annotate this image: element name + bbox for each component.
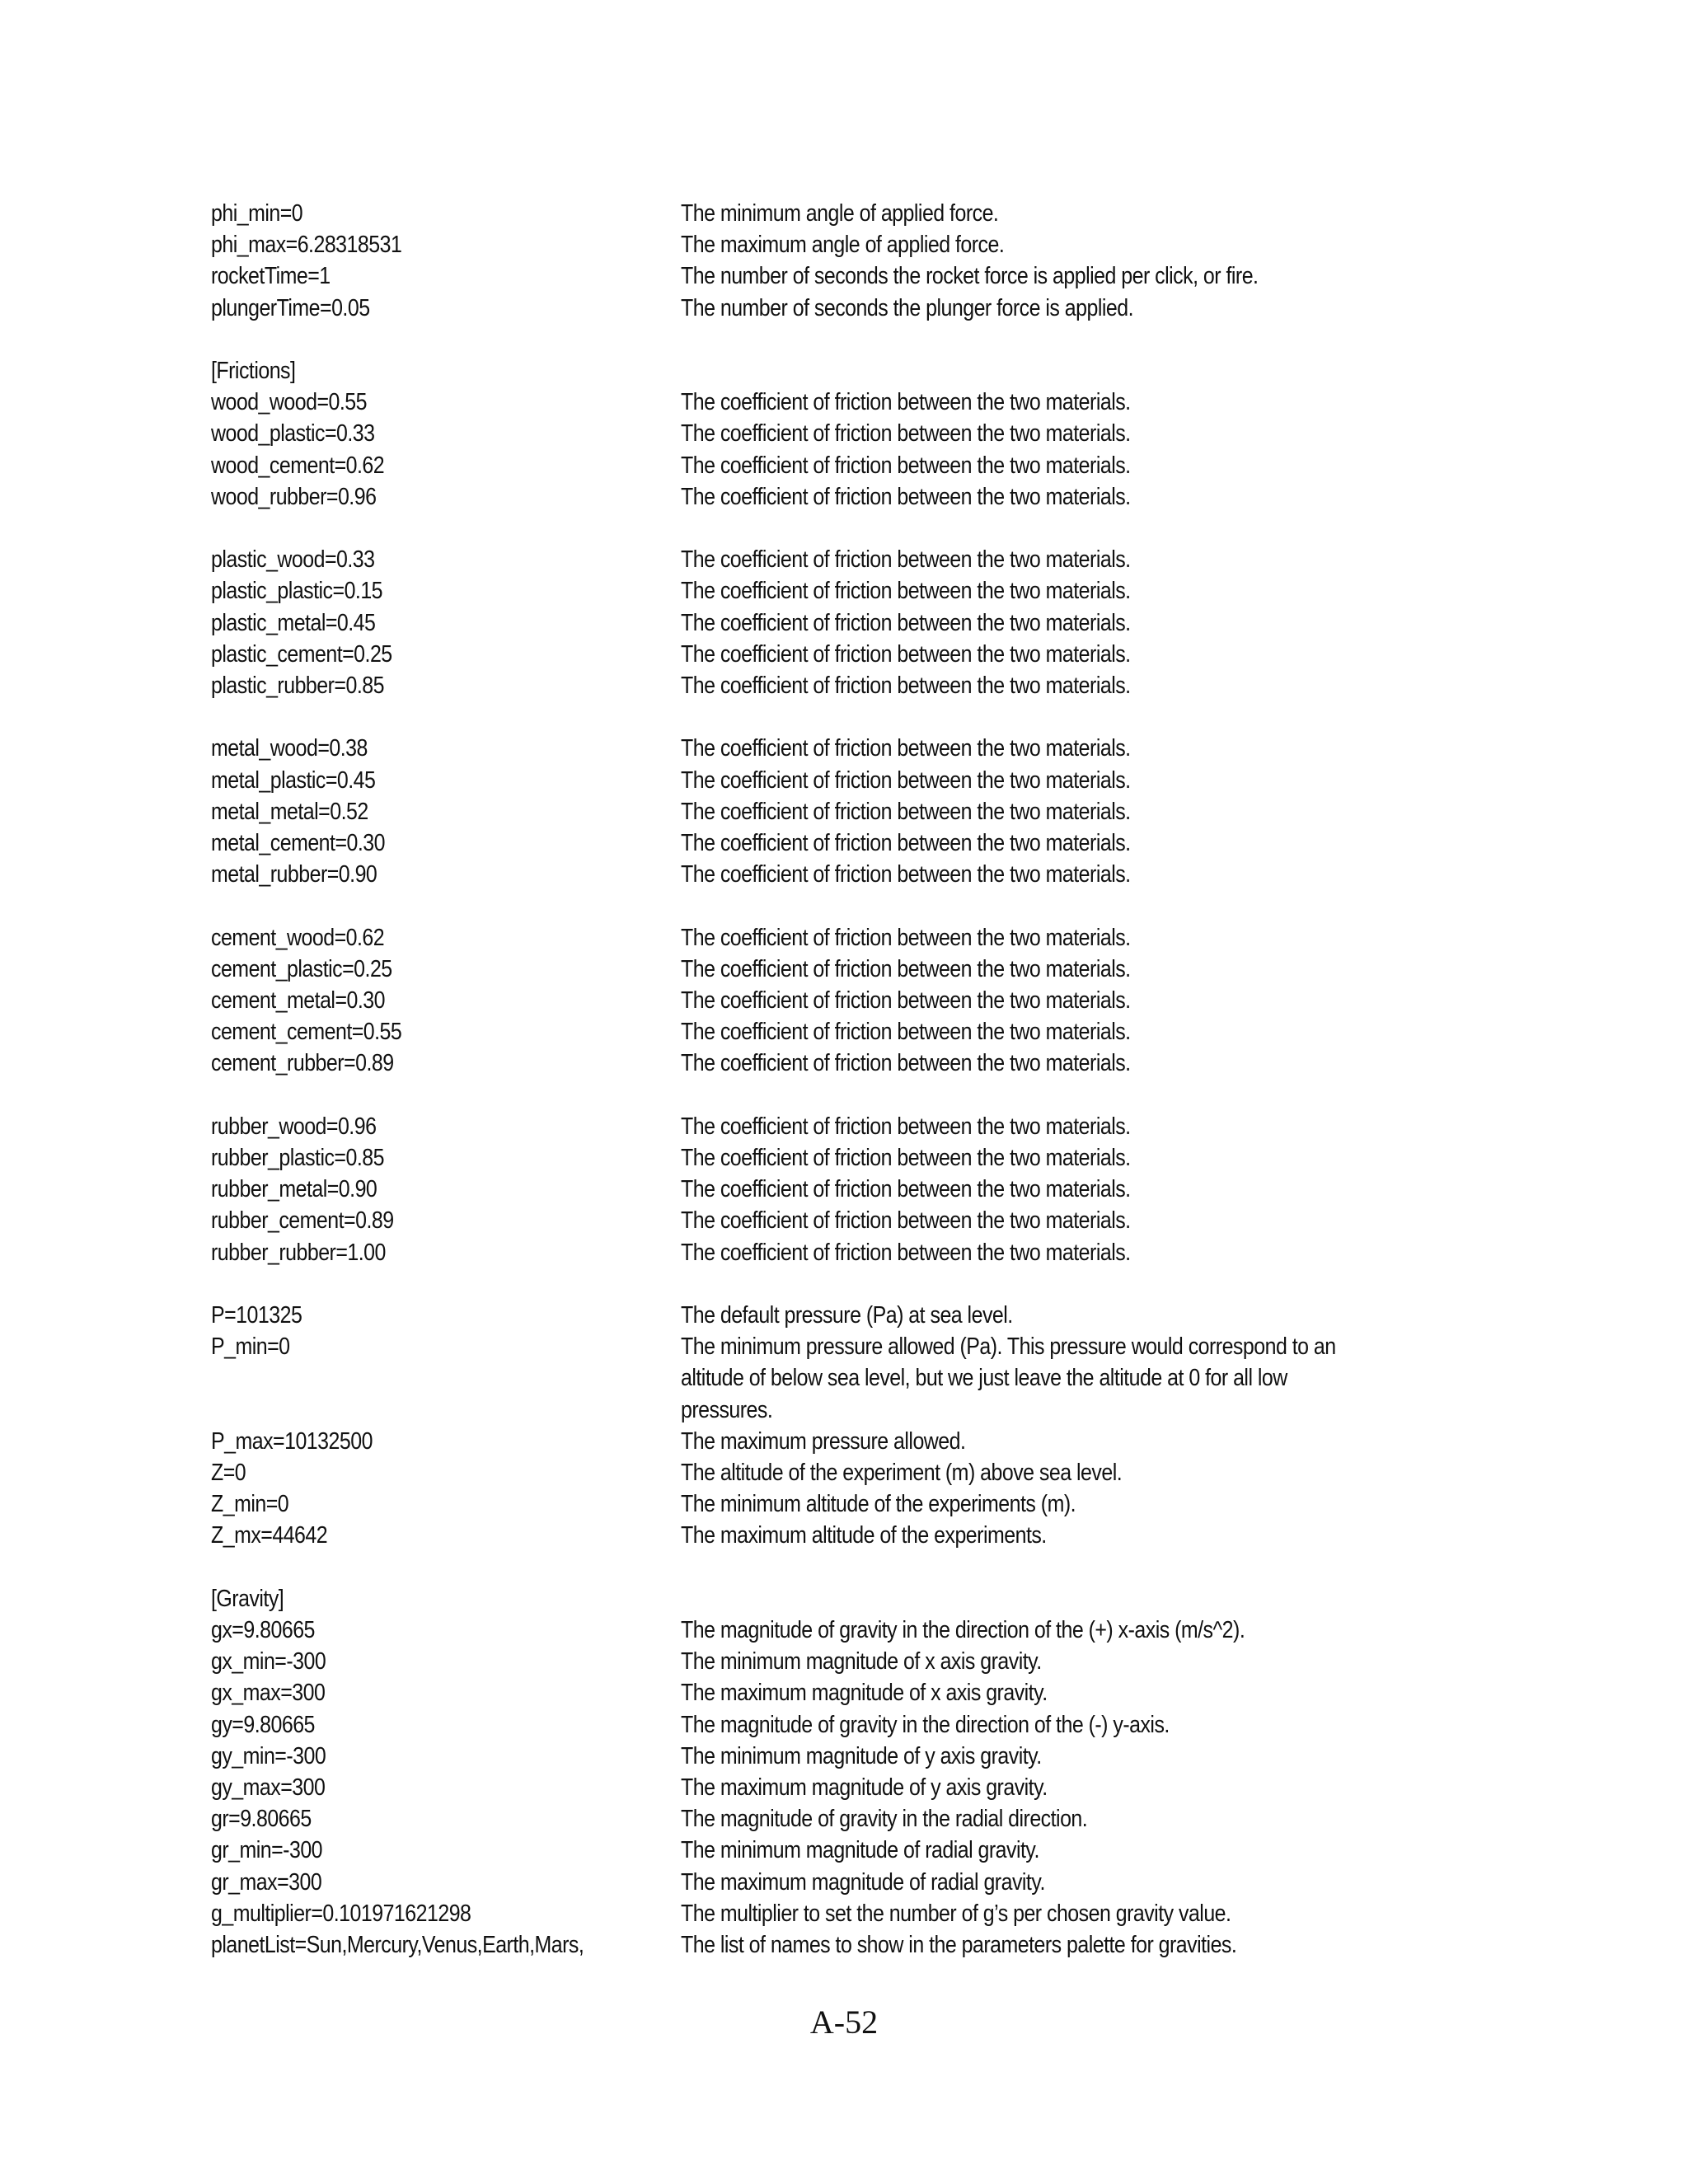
parameter-row: [211, 1520, 1497, 1551]
parameter-row: [211, 1426, 1497, 1457]
parameter-description: The magnitude of gravity in the direction of the (+) x-axis (m/s^2).: [681, 1617, 1245, 1644]
parameter-row: [211, 450, 1497, 481]
blank-line: [211, 1552, 1497, 1583]
parameter-row: [211, 1898, 1497, 1929]
parameter-description: The number of seconds the rocket force is applied per click, or fire.: [681, 263, 1259, 290]
parameter-row: [211, 1142, 1497, 1174]
parameter-row: [211, 670, 1497, 701]
parameter-row: [211, 954, 1497, 985]
parameter-description: The minimum magnitude of x axis gravity.: [681, 1648, 1042, 1675]
parameter-key: phi_max=6.28318531: [211, 232, 402, 259]
parameter-key: g_multiplier=0.101971621298: [211, 1900, 471, 1927]
parameter-description: The coefficient of friction between the two materials.: [681, 861, 1131, 888]
parameter-description: The coefficient of friction between the two materials.: [681, 609, 1131, 636]
parameter-row: [211, 1867, 1497, 1898]
parameter-description: The coefficient of friction between the two materials.: [681, 1239, 1131, 1266]
parameter-row: [211, 733, 1497, 764]
parameter-key: cement_plastic=0.25: [211, 955, 392, 982]
parameter-row: [211, 1016, 1497, 1047]
parameter-description: The maximum magnitude of x axis gravity.: [681, 1680, 1048, 1707]
parameter-key: rocketTime=1: [211, 263, 331, 290]
parameter-key: rubber_metal=0.90: [211, 1176, 377, 1203]
parameter-key: P_min=0: [211, 1333, 290, 1361]
parameter-key: metal_cement=0.30: [211, 830, 385, 857]
parameter-row: [211, 575, 1497, 607]
parameter-description: The coefficient of friction between the two materials.: [681, 987, 1131, 1015]
parameter-row: [211, 544, 1497, 575]
parameter-row: [211, 481, 1497, 513]
parameter-description: The coefficient of friction between the two materials.: [681, 420, 1131, 448]
parameter-row: [211, 1772, 1497, 1803]
parameter-description: The coefficient of friction between the two materials.: [681, 483, 1131, 510]
parameter-key: planetList=Sun,Mercury,Venus,Earth,Mars,: [211, 1932, 584, 1959]
parameter-key: cement_wood=0.62: [211, 924, 385, 951]
parameter-description: The coefficient of friction between the two materials.: [681, 735, 1131, 762]
parameter-key: gx_min=-300: [211, 1648, 326, 1675]
parameter-row: [211, 827, 1497, 859]
parameter-description: The coefficient of friction between the two materials.: [681, 578, 1131, 605]
parameter-row: [211, 1488, 1497, 1520]
parameter-description: The coefficient of friction between the two materials.: [681, 798, 1131, 825]
parameter-description: The coefficient of friction between the two materials.: [681, 1176, 1131, 1203]
parameter-key: wood_plastic=0.33: [211, 420, 375, 448]
parameter-row: [211, 1929, 1497, 1961]
parameter-description: The minimum angle of applied force.: [681, 200, 999, 227]
parameter-row: [211, 1646, 1497, 1677]
parameter-key: metal_rubber=0.90: [211, 861, 377, 888]
parameter-key: rubber_rubber=1.00: [211, 1239, 386, 1266]
parameter-key: plastic_plastic=0.15: [211, 578, 383, 605]
parameter-key: Z=0: [211, 1460, 246, 1487]
parameter-description: The coefficient of friction between the two materials.: [681, 830, 1131, 857]
parameter-row: [211, 1677, 1497, 1708]
parameter-key: gy=9.80665: [211, 1711, 315, 1738]
parameter-key: gx_max=300: [211, 1680, 326, 1707]
parameter-description: The minimum altitude of the experiments (m).: [681, 1491, 1076, 1518]
parameter-description: The maximum altitude of the experiments.: [681, 1522, 1047, 1549]
parameter-row: [211, 607, 1497, 639]
parameter-row: [211, 859, 1497, 890]
parameter-row: [211, 1709, 1497, 1741]
parameter-description: The minimum magnitude of y axis gravity.: [681, 1742, 1042, 1769]
parameter-key: plastic_wood=0.33: [211, 546, 375, 574]
parameter-key: gr_max=300: [211, 1868, 322, 1896]
parameter-description: The altitude of the experiment (m) above sea level.: [681, 1460, 1123, 1487]
parameter-description: The coefficient of friction between the two materials.: [681, 640, 1131, 668]
parameter-key: cement_rubber=0.89: [211, 1050, 394, 1077]
parameter-description: The maximum angle of applied force.: [681, 232, 1005, 259]
blank-line: [211, 1080, 1497, 1111]
parameter-key: rubber_plastic=0.85: [211, 1145, 384, 1172]
blank-line: [211, 324, 1497, 355]
parameter-row: [211, 293, 1497, 324]
parameter-key: plastic_cement=0.25: [211, 640, 392, 668]
parameter-key: gr_min=-300: [211, 1837, 323, 1864]
parameter-row: [211, 1835, 1497, 1866]
parameter-row: [211, 418, 1497, 449]
parameter-key: rubber_cement=0.89: [211, 1207, 394, 1235]
parameter-description: The magnitude of gravity in the direction of the (-) y-axis.: [681, 1711, 1170, 1738]
parameter-key: rubber_wood=0.96: [211, 1113, 377, 1140]
parameter-row: [211, 1803, 1497, 1835]
parameter-row: [211, 1331, 1497, 1426]
parameter-key: metal_wood=0.38: [211, 735, 368, 762]
parameter-key: Z_mx=44642: [211, 1522, 328, 1549]
parameter-row: [211, 1615, 1497, 1646]
parameter-row: [211, 1457, 1497, 1488]
parameter-description: The list of names to show in the parameters palette for gravities.: [681, 1932, 1237, 1959]
parameter-key: wood_cement=0.62: [211, 452, 385, 479]
parameter-row: [211, 1111, 1497, 1142]
parameter-row: [211, 1300, 1497, 1331]
parameter-description: The coefficient of friction between the two materials.: [681, 766, 1131, 794]
parameter-description: The coefficient of friction between the two materials.: [681, 389, 1131, 416]
blank-line: [211, 1268, 1497, 1300]
parameter-description: The minimum pressure allowed (Pa). This pressure would correspond to an altitude of below sea level, but we just leave the altitude at 0 for all low pressures.: [681, 1333, 1336, 1423]
parameter-row: [211, 260, 1497, 292]
parameter-description: The coefficient of friction between the two materials.: [681, 1145, 1131, 1172]
parameter-key: plastic_rubber=0.85: [211, 673, 384, 700]
parameter-description: The default pressure (Pa) at sea level.: [681, 1302, 1013, 1329]
parameter-description: The coefficient of friction between the two materials.: [681, 546, 1131, 574]
parameter-list: [211, 198, 1497, 1961]
section-heading: [Gravity]: [211, 1585, 284, 1612]
parameter-row: [211, 985, 1497, 1016]
parameter-key: gy_min=-300: [211, 1742, 326, 1769]
blank-line: [211, 701, 1497, 733]
parameter-description: The coefficient of friction between the two materials.: [681, 1050, 1131, 1077]
parameter-description: The coefficient of friction between the two materials.: [681, 673, 1131, 700]
parameter-key: metal_metal=0.52: [211, 798, 368, 825]
parameter-description: The maximum pressure allowed.: [681, 1427, 966, 1455]
parameter-key: cement_cement=0.55: [211, 1019, 402, 1046]
parameter-description: The magnitude of gravity in the radial direction.: [681, 1806, 1088, 1833]
parameter-key: cement_metal=0.30: [211, 987, 385, 1015]
parameter-row: [211, 387, 1497, 418]
parameter-key: phi_min=0: [211, 200, 303, 227]
parameter-description: The coefficient of friction between the two materials.: [681, 1113, 1131, 1140]
parameter-key: plungerTime=0.05: [211, 294, 370, 321]
parameter-key: gr=9.80665: [211, 1806, 312, 1833]
parameter-row: [211, 1741, 1497, 1772]
parameter-key: P=101325: [211, 1302, 302, 1329]
parameter-key: wood_wood=0.55: [211, 389, 367, 416]
parameter-description: The maximum magnitude of radial gravity.: [681, 1868, 1045, 1896]
parameter-row: [211, 1237, 1497, 1268]
parameter-description: The minimum magnitude of radial gravity.: [681, 1837, 1039, 1864]
parameter-row: [211, 1205, 1497, 1236]
parameter-description: The multiplier to set the number of g’s per chosen gravity value.: [681, 1900, 1231, 1927]
parameter-description: The coefficient of friction between the two materials.: [681, 924, 1131, 951]
parameter-description: The coefficient of friction between the two materials.: [681, 1207, 1131, 1235]
parameter-key: wood_rubber=0.96: [211, 483, 377, 510]
parameter-row: [211, 639, 1497, 670]
parameter-key: gy_max=300: [211, 1774, 326, 1802]
parameter-row: [211, 922, 1497, 954]
parameter-description: The coefficient of friction between the two materials.: [681, 955, 1131, 982]
parameter-row: [211, 796, 1497, 827]
blank-line: [211, 513, 1497, 544]
parameter-key: Z_min=0: [211, 1491, 289, 1518]
parameter-key: metal_plastic=0.45: [211, 766, 376, 794]
parameter-description: The maximum magnitude of y axis gravity.: [681, 1774, 1048, 1802]
parameter-key: P_max=10132500: [211, 1427, 373, 1455]
parameter-row: [211, 198, 1497, 229]
parameter-description: The number of seconds the plunger force is applied.: [681, 294, 1134, 321]
blank-line: [211, 890, 1497, 921]
parameter-key: plastic_metal=0.45: [211, 609, 376, 636]
parameter-key: gx=9.80665: [211, 1617, 315, 1644]
parameter-row: [211, 229, 1497, 260]
parameter-row: [211, 765, 1497, 796]
section-heading: [Frictions]: [211, 358, 296, 384]
parameter-row: [211, 1174, 1497, 1205]
parameter-row: [211, 1047, 1497, 1079]
parameter-description: The coefficient of friction between the two materials.: [681, 1019, 1131, 1046]
page-number: A-52: [809, 2004, 879, 2041]
parameter-description: The coefficient of friction between the two materials.: [681, 452, 1131, 479]
